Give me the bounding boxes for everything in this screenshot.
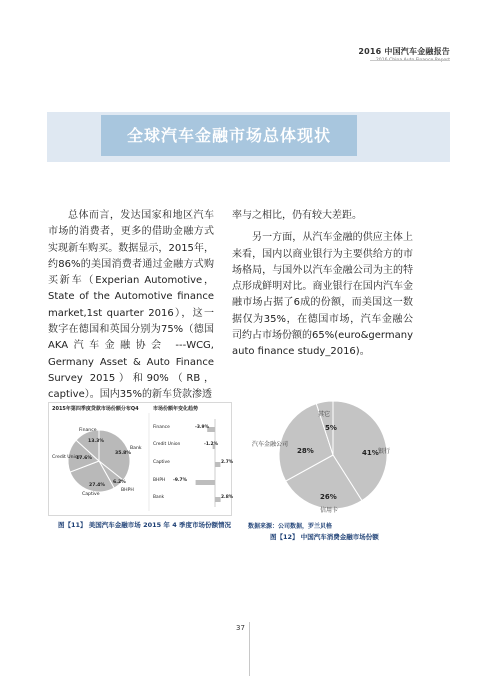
figure-data-source: 数据来源：公司数据，罗兰贝格	[248, 523, 333, 530]
body-column-left	[48, 208, 214, 404]
bar-captive	[215, 462, 220, 467]
pie-label-bank: 银行	[378, 448, 391, 455]
pie-label-captive: Captive	[82, 492, 100, 497]
bar-label-finance: Finance	[153, 425, 170, 430]
bar-value-bhph: -9.7%	[173, 478, 187, 483]
header-divider	[370, 60, 450, 61]
bar-value-finance: -3.9%	[195, 425, 209, 430]
bar-label-credit-union: Credit Union	[153, 442, 181, 447]
figure-us-market-share	[48, 402, 232, 516]
pie-value-finance: 13.3%	[88, 439, 104, 444]
bar-bank	[215, 497, 221, 502]
page-number: 37	[236, 624, 245, 632]
bar-label-bhph: BHPH	[153, 478, 166, 483]
footer-divider	[249, 622, 250, 676]
pie-value-captive: 27.4%	[89, 483, 105, 488]
pie-label-credit-card: 信用卡	[320, 507, 339, 514]
pie-label-auto-finance: 汽车金融公司	[252, 441, 289, 448]
pie-value-auto-finance: 28%	[297, 447, 314, 455]
bar-value-captive: 2.7%	[221, 460, 234, 465]
bar-label-bank: Bank	[153, 495, 165, 500]
pie-value-credit-card: 26%	[320, 493, 337, 501]
pie-value-bank: 35.8%	[115, 451, 131, 456]
figure2-caption: 图【12】 中国汽车消费金融市场份额	[270, 533, 379, 541]
pie-label-bhph: BHPH	[121, 488, 134, 493]
body-paragraph: 另一方面，从汽车金融的供应主体上来看，国内以商业银行为主要供给方的市场格局，与国外以汽车金融公司为主的特点形成鲜明对比。商业银行在国内汽车金融市场占据了6成的份额，而美国这一数据仅为35%，在德国市场，汽车金融公司约占市场份额的65%(euro&germany auto finance study_2016)。	[232, 232, 413, 358]
bar-value-bank: 2.8%	[221, 495, 234, 500]
body-paragraph: 总体而言，发达国家和地区汽车市场的消费者，更多的借助金融方式实现新车购买。数据显示，2015年，约86%的美国消费者通过金融方式购买新车（Experian Automotive，State of the Automotive finance market,1st quarter 2016），这一数字在德国和英国分别为75%（德国AKA汽车金融协会 ---WCG, Germany Asset & Auto Finance Survey 2015）和90%（RB，captive）。国内35%的新车贷款渗透	[48, 210, 214, 401]
bar-label-captive: Captive	[153, 460, 170, 465]
pie-label-other: 其它	[318, 411, 331, 418]
bar-value-credit-union: -1.2%	[204, 442, 218, 447]
figure1-caption: 图【11】 美国汽车金融市场 2015 年 4 季度市场份额情况	[58, 521, 231, 529]
pie-value-credit-union: 17.6%	[76, 456, 92, 461]
pie-label-credit-union: Credit Union	[52, 455, 81, 460]
bar-chart-heading: 市场份额年变化趋势	[153, 406, 199, 412]
pie-chart-heading: 2015年第四季度贷款市场份额分布Q4	[52, 406, 139, 412]
report-title: 2016 中国汽车金融报告	[358, 47, 450, 56]
bar-bhph	[196, 480, 215, 485]
report-subtitle: 2016 China Auto Finance Report	[375, 58, 450, 63]
figure-china-market-share	[245, 395, 445, 525]
pie-value-bank: 41%	[362, 449, 379, 457]
pie-value-bhph: 6.2%	[113, 480, 126, 485]
pie-label-bank: Bank	[130, 446, 142, 451]
section-title: 全球汽车金融市场总体现状	[126, 126, 331, 145]
pie-label-finance: Finance	[79, 428, 97, 433]
body-paragraph: 率与之相比，仍有较大差距。	[232, 210, 362, 221]
pie-value-other: 5%	[325, 424, 337, 432]
us-share-change-bar-chart	[196, 419, 221, 507]
body-column-right	[232, 208, 413, 361]
